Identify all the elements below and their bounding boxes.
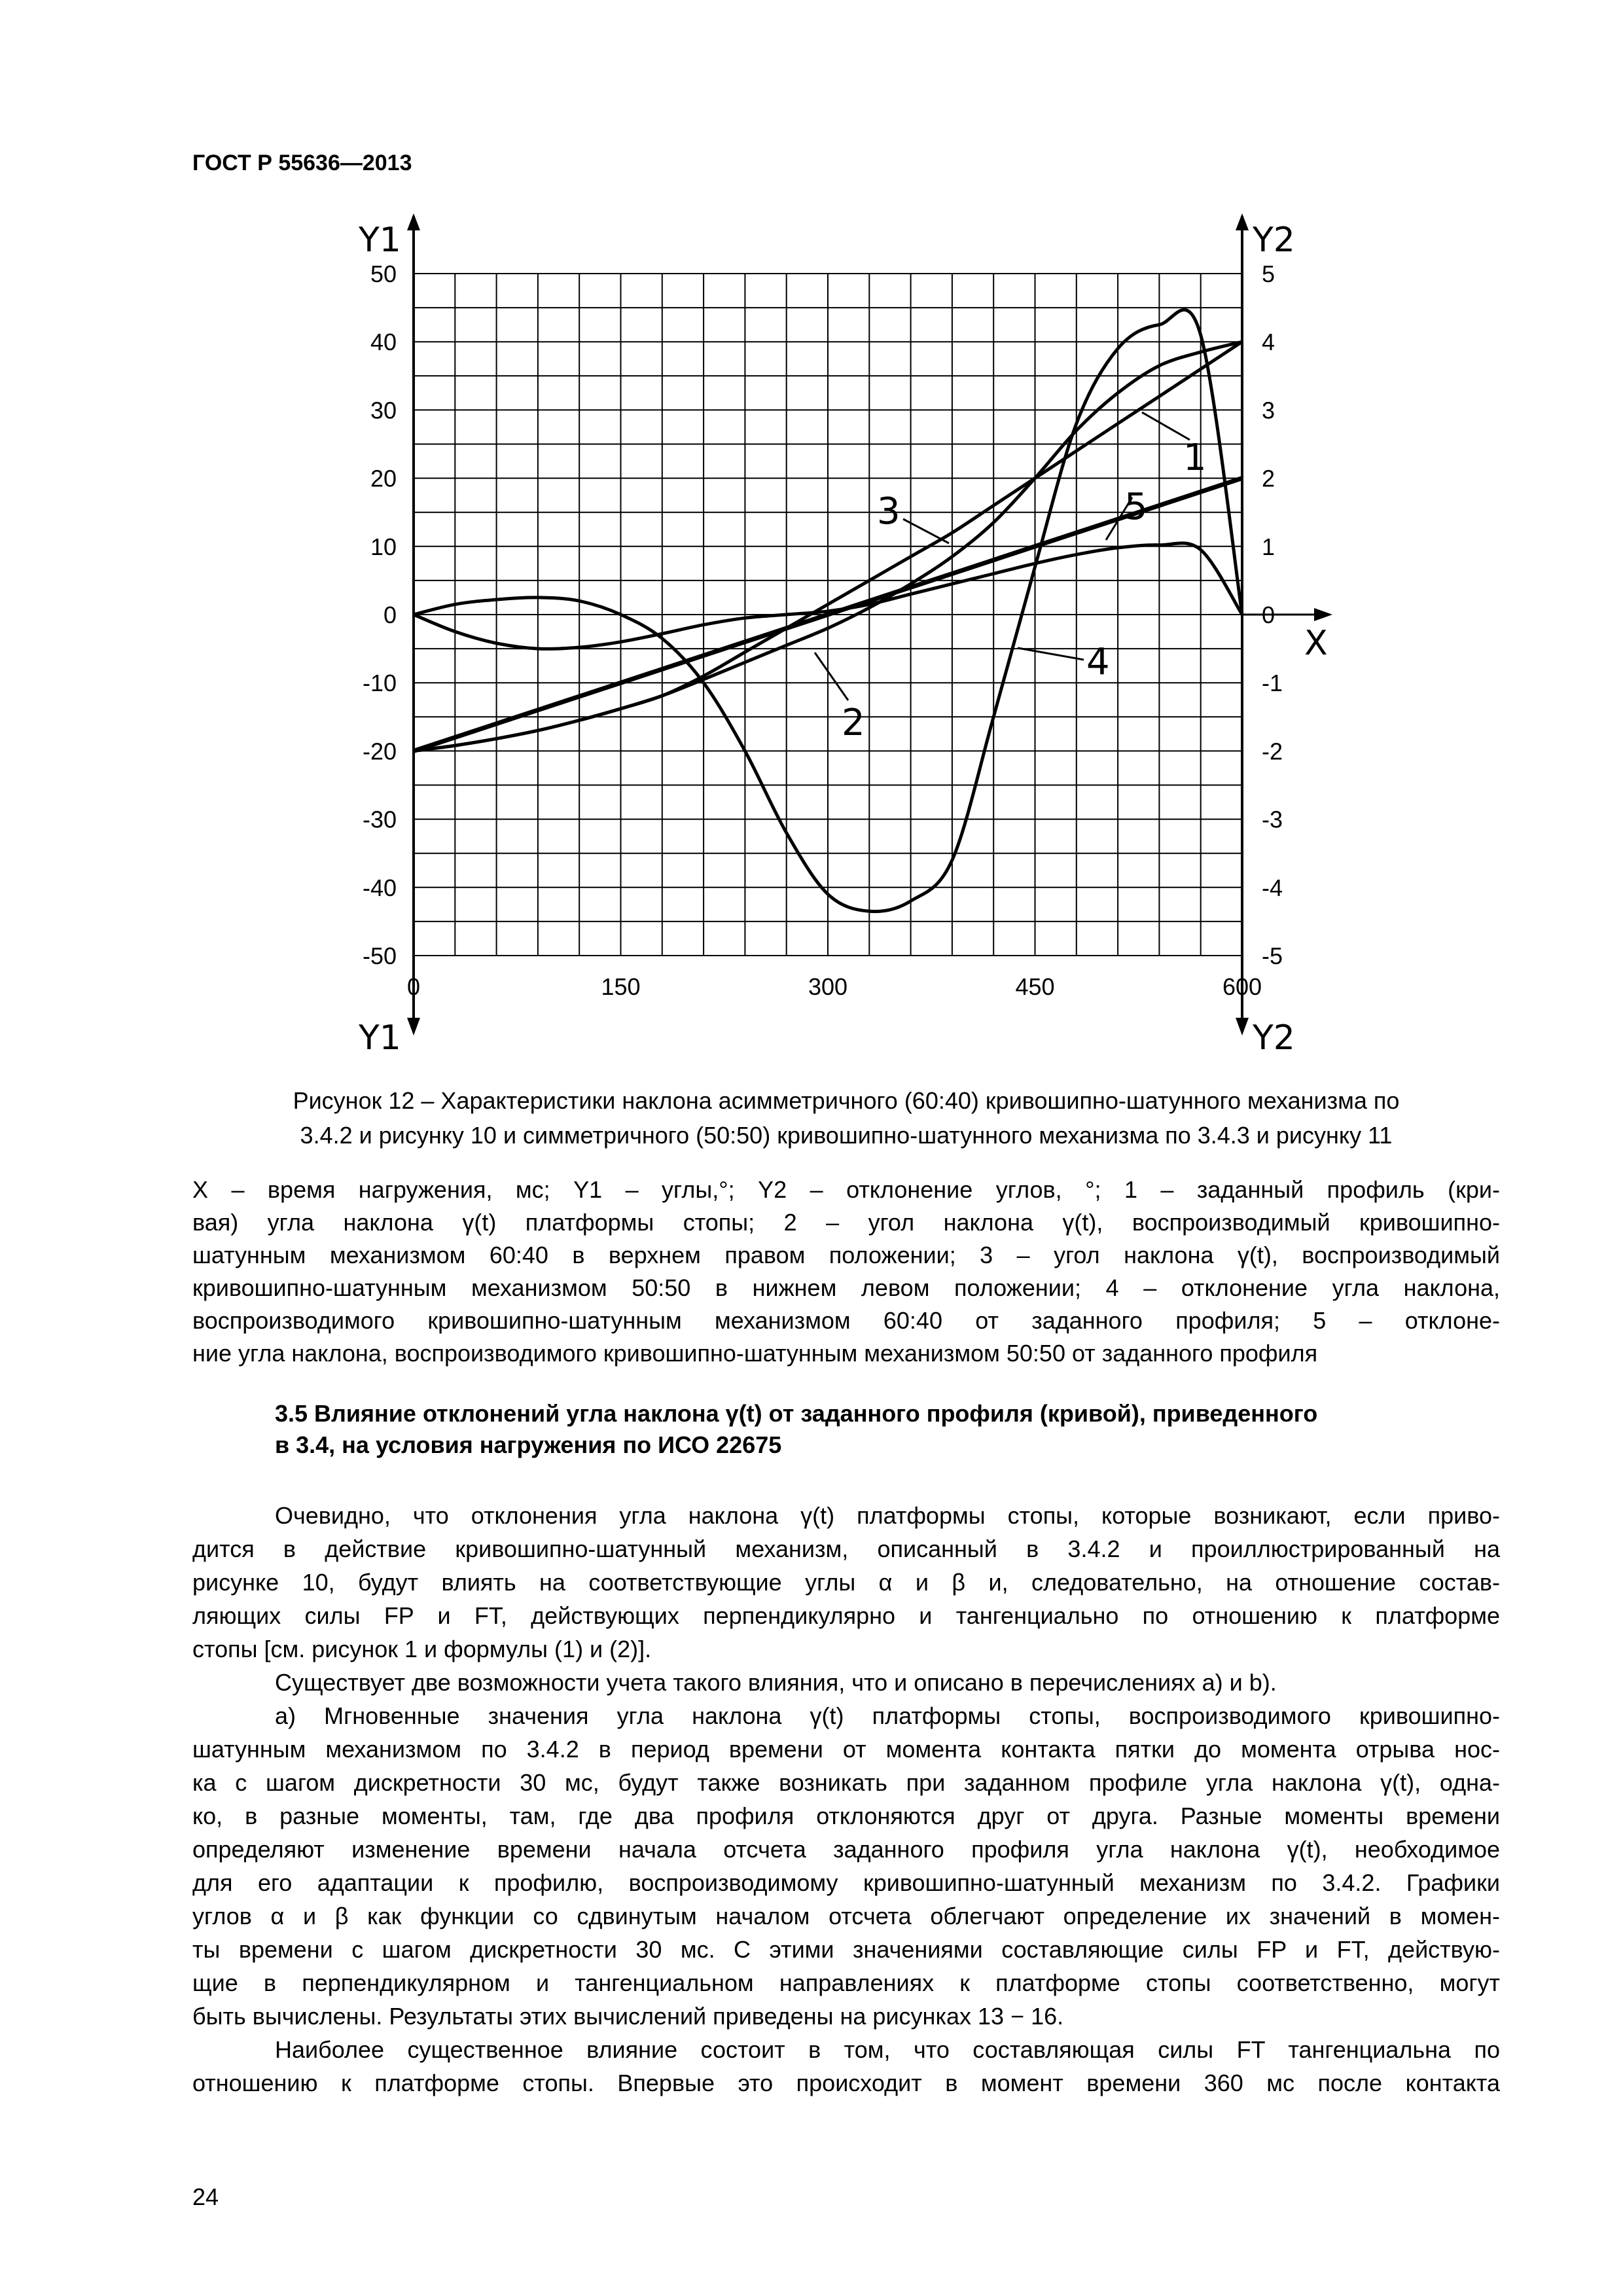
paragraph-line: рисунке 10, будут влиять на соответствующие углы α и β и, следовательно, на отношение состав- bbox=[192, 1569, 1500, 1596]
x-arrow bbox=[1314, 608, 1332, 621]
y2-tick-label: 2 bbox=[1262, 465, 1275, 492]
paragraph-line: дится в действие кривошипно-шатунный механизм, описанный в 3.4.2 и проиллюстрированный на bbox=[192, 1535, 1500, 1562]
paragraph-line: щие в перпендикулярном и тангенциальном направлениях к платформе стопы соответственно, могут bbox=[192, 1969, 1500, 1996]
section-heading-line-2: в 3.4, на условия нагружения по ИСО 22675 bbox=[275, 1431, 782, 1458]
y2-tick-label: -1 bbox=[1262, 670, 1283, 697]
annotation-label-2: 2 bbox=[842, 702, 865, 744]
y2-tick-label: 4 bbox=[1262, 329, 1275, 356]
legend-line: воспроизводимого кривошипно-шатунным механизмом 60:40 от заданного профиля; 5 – отклоне- bbox=[192, 1307, 1500, 1334]
y2-tick-label: 0 bbox=[1262, 601, 1275, 628]
y2-arrow-up bbox=[1236, 213, 1249, 230]
y1-tick-label: -20 bbox=[362, 738, 397, 765]
paragraph-line: Очевидно, что отклонения угла наклона γ(t) платформы стопы, которые возникают, если приво- bbox=[275, 1502, 1500, 1529]
x-axis-label: X bbox=[1304, 624, 1328, 663]
legend-line: ние угла наклона, воспроизводимого кривошипно-шатунным механизмом 50:50 от заданного профиля bbox=[192, 1340, 1318, 1367]
y1-tick-label: 40 bbox=[370, 329, 397, 356]
paragraph-line: а) Мгновенные значения угла наклона γ(t) платформы стопы, воспроизводимого кривошипно- bbox=[275, 1702, 1500, 1729]
page-number: 24 bbox=[192, 2183, 219, 2210]
caption-line-1: Рисунок 12 – Характеристики наклона асимметричного (60:40) кривошипно-шатунного механизма по bbox=[293, 1087, 1400, 1114]
paragraph-line: отношению к платформе стопы. Впервые это происходит в момент времени 360 мс после контакта bbox=[192, 2070, 1500, 2096]
y1-arrow-up bbox=[407, 213, 420, 230]
y2-tick-label: -5 bbox=[1262, 942, 1283, 969]
annotation-leader-4 bbox=[1018, 648, 1084, 660]
section-heading-line-1: 3.5 Влияние отклонений угла наклона γ(t) от заданного профиля (кривой), приведенного bbox=[275, 1400, 1318, 1427]
x-tick-label: 0 bbox=[406, 973, 421, 1000]
y2-tick-label: -3 bbox=[1262, 806, 1283, 833]
paragraph-line: шатунным механизмом по 3.4.2 в период времени от момента контакта пятки до момента отрыва нос- bbox=[192, 1736, 1500, 1763]
paragraph-line: ко, в разные моменты, там, где два профиля отклоняются друг от друга. Разные моменты времени bbox=[192, 1803, 1500, 1829]
paragraph-line: быть вычислены. Результаты этих вычислений приведены на рисунках 13 − 16. bbox=[192, 2003, 1064, 2030]
y1-tick-label: -10 bbox=[362, 670, 397, 697]
y2-tick-label: -4 bbox=[1262, 874, 1283, 901]
y1-tick-label: -30 bbox=[362, 806, 397, 833]
legend-line: X – время нагружения, мс; Y1 – углы,°; Y2 – отклонение углов, °; 1 – заданный профиль (кри- bbox=[192, 1176, 1500, 1203]
y1-tick-label: -50 bbox=[362, 942, 397, 969]
y1-tick-label: 20 bbox=[370, 465, 397, 492]
annotation-leader-2 bbox=[815, 653, 848, 700]
chart-labels bbox=[358, 221, 1328, 1058]
figure-legend bbox=[192, 1174, 1500, 1370]
paragraph-line: углов α и β как функции со сдвинутым началом отсчета облегчают определение их значений в момен- bbox=[192, 1903, 1500, 1929]
paragraph-line: для его адаптации к профилю, воспроизводимому кривошипно-шатунный механизм по 3.4.2. Графики bbox=[192, 1869, 1500, 1896]
legend-line: кривошипно-шатунным механизмом 50:50 в нижнем левом положении; 4 – отклонение угла наклона, bbox=[192, 1274, 1500, 1301]
paragraph-line: Наиболее существенное влияние состоит в том, что составляющая силы FT тангенциальна по bbox=[275, 2036, 1500, 2063]
body-text bbox=[192, 1499, 1500, 2100]
caption-line-2: 3.4.2 и рисунку 10 и симметричного (50:50) кривошипно-шатунного механизма по 3.4.3 и рисунку 11 bbox=[300, 1122, 1393, 1149]
paragraph-line: ляющих силы FP и FT, действующих перпендикулярно и тангенциально по отношению к платформе bbox=[192, 1602, 1500, 1629]
y2-tick-label: -2 bbox=[1262, 738, 1283, 765]
annotation-label-1: 1 bbox=[1183, 437, 1207, 479]
x-tick-label: 150 bbox=[601, 973, 641, 1000]
y2-arrow-down bbox=[1236, 1018, 1249, 1035]
x-tick-label: 300 bbox=[808, 973, 848, 1000]
y2-axis-label-top: Y2 bbox=[1253, 221, 1295, 260]
annotation-leader-1 bbox=[1142, 412, 1190, 440]
paragraph-line: определяют изменение времени начала отсчета заданного профиля угла наклона γ(t), необходимое bbox=[192, 1836, 1500, 1863]
y2-axis-label-bottom: Y2 bbox=[1253, 1018, 1295, 1058]
annotation-label-3: 3 bbox=[877, 490, 901, 533]
y1-axis-label-top: Y1 bbox=[359, 221, 401, 260]
y1-tick-label: 50 bbox=[370, 260, 397, 287]
paragraph-line: ты времени с шагом дискретности 30 мс. С этими значениями составляющие силы FP и FT, действую- bbox=[192, 1936, 1500, 1963]
tilt-chart bbox=[0, 0, 1623, 1073]
y2-tick-label: 3 bbox=[1262, 397, 1275, 424]
paragraph-line: ка с шагом дискретности 30 мс, будут также возникать при заданном профиле угла наклона γ(t), одна- bbox=[192, 1769, 1500, 1796]
y1-arrow-down bbox=[407, 1018, 420, 1035]
y2-tick-label: 5 bbox=[1262, 260, 1275, 287]
annotation-leader-3 bbox=[903, 519, 949, 543]
annotation-label-5: 5 bbox=[1124, 486, 1148, 528]
document-header: ГОСТ Р 55636—2013 bbox=[192, 151, 412, 175]
y1-tick-label: -40 bbox=[362, 874, 397, 901]
y1-tick-label: 0 bbox=[383, 601, 397, 628]
figure-caption bbox=[192, 1083, 1500, 1153]
y1-tick-label: 30 bbox=[370, 397, 397, 424]
legend-line: вая) угла наклона γ(t) платформы стопы; 2 – угол наклона γ(t), воспроизводимый кривошипно- bbox=[192, 1209, 1500, 1236]
paragraph-line: Существует две возможности учета такого влияния, что и описано в перечислениях а) и b). bbox=[275, 1669, 1277, 1696]
legend-line: шатунным механизмом 60:40 в верхнем правом положении; 3 – угол наклона γ(t), воспроизводимый bbox=[192, 1242, 1500, 1268]
x-tick-label: 600 bbox=[1222, 973, 1262, 1000]
x-tick-label: 450 bbox=[1015, 973, 1055, 1000]
y1-axis-label-bottom: Y1 bbox=[359, 1018, 401, 1058]
paragraph-line: стопы [см. рисунок 1 и формулы (1) и (2)]. bbox=[192, 1636, 652, 1662]
y2-tick-label: 1 bbox=[1262, 533, 1275, 560]
annotation-label-4: 4 bbox=[1086, 641, 1110, 683]
section-heading bbox=[275, 1398, 1500, 1461]
y1-tick-label: 10 bbox=[370, 533, 397, 560]
